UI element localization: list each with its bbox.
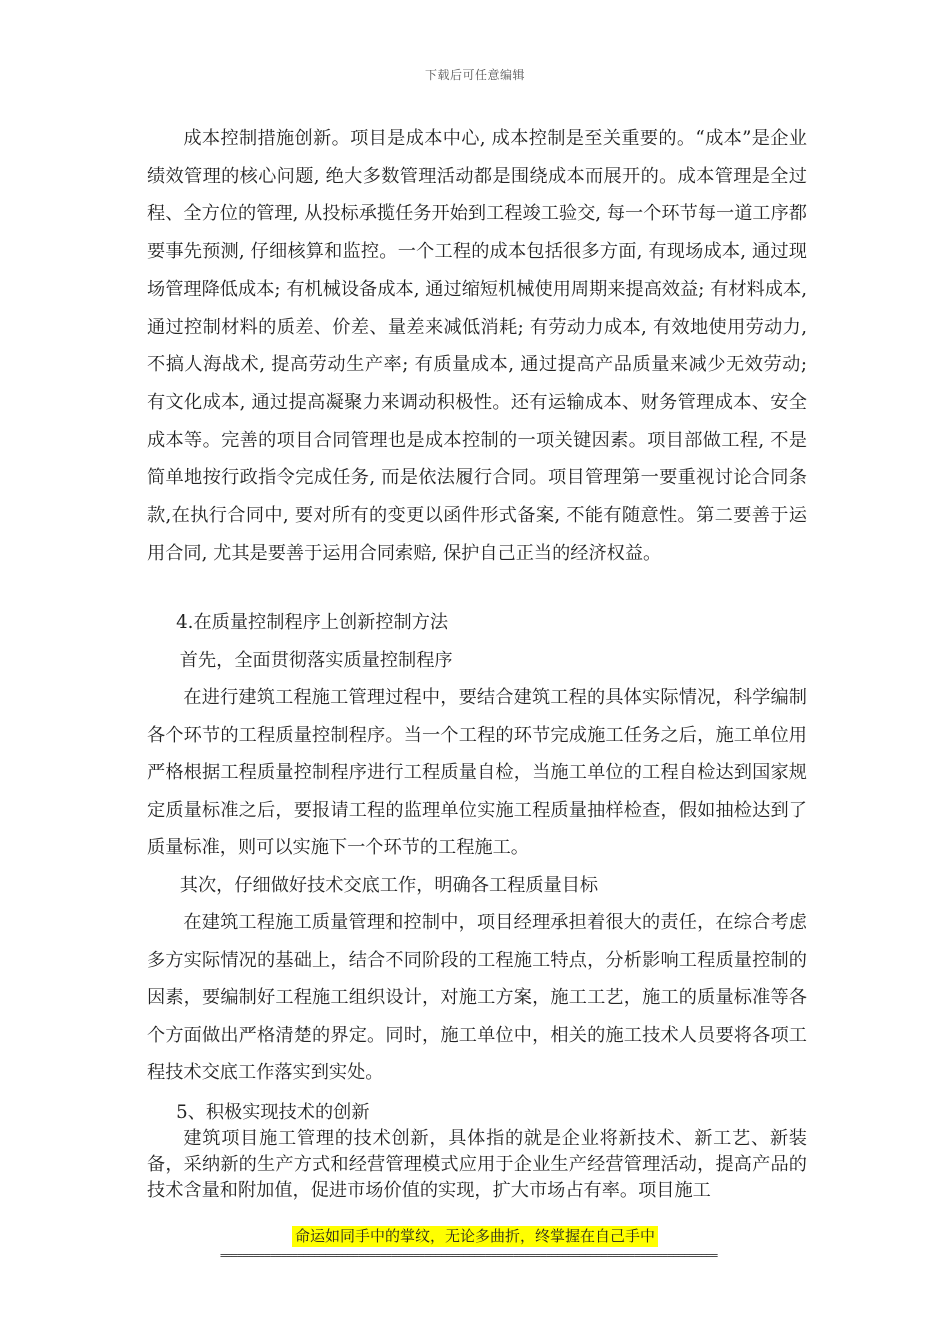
cost-control-section xyxy=(147,120,807,572)
technology-innovation-section xyxy=(147,1100,807,1204)
subheading-first: 首先，全面贯彻落实质量控制程序 xyxy=(179,649,453,671)
quality-control-section xyxy=(147,604,807,1092)
footer-motto: 命运如同手中的掌纹，无论多曲折，终掌握在自己手中 xyxy=(292,1226,658,1247)
technology-innovation-paragraph: 建筑项目施工管理的技术创新，具体指的就是企业将新技术、新工艺、新装备，采纳新的生产方式和经营管理模式应用于企业生产经营管理活动，提高产品的技术含量和附加值，促进市场价值的实现，扩大市场占有率。项目施工 xyxy=(147,1128,807,1201)
quality-procedure-paragraph: 在进行建筑工程施工管理过程中，要结合建筑工程的具体实际情况，科学编制各个环节的工程质量控制程序。当一个工程的环节完成施工任务之后，施工单位用严格根据工程质量控制程序进行工程质量自检，当施工单位的工程自检达到国家规定质量标准之后，要报请工程的监理单位实施工程质量抽样检查，假如抽检达到了质量标准，则可以实施下一个环节的工程施工。 xyxy=(147,687,807,858)
subheading-second: 其次，仔细做好技术交底工作，明确各工程质量目标 xyxy=(179,874,599,896)
section-title-4: 4.在质量控制程序上创新控制方法 xyxy=(176,612,449,633)
section-title-5: 5、积极实现技术的创新 xyxy=(176,1102,370,1123)
page-footer xyxy=(0,1226,950,1247)
footer-divider: ========================================================================================== xyxy=(220,1249,718,1262)
page-header-note: 下载后可任意编辑 xyxy=(424,68,525,82)
technical-disclosure-paragraph: 在建筑工程施工质量管理和控制中，项目经理承担着很大的责任，在综合考虑多方实际情况的基础上，结合不同阶段的工程施工特点，分析影响工程质量控制的因素，要编制好工程施工组织设计，对施工方案，施工工艺，施工的质量标准等各个方面做出严格清楚的界定。同时，施工单位中，相关的施工技术人员要将各项工程技术交底工作落实到实处。 xyxy=(147,912,807,1083)
cost-control-paragraph: 成本控制措施创新。项目是成本中心, 成本控制是至关重要的。“成本”是企业绩效管理的核心问题, 绝大多数管理活动都是围绕成本而展开的。成本管理是全过程、全方位的管理, 从投标承揽任务开始到工程竣工验交, 每一个环节每一道工序都要事先预测, 仔细核算和监控。一个工程的成本包括很多方面, 有现场成本, 通过现场管理降低成本; 有机械设备成本, 通过缩短机械使用周期来提高效益; 有材料成本, 通过控制材料的质差、价差、量差来减低消耗; 有劳动力成本, 有效地使用劳动力, 不搞人海战术, 提高劳动生产率; 有质量成本, 通过提高产品质量来减少无效劳动; 有文化成本, 通过提高凝聚力来调动积极性。还有运输成本、财务管理成本、安全成本等。完善的项目合同管理也是成本控制的一项关键因素。项目部做工程, 不是简单地按行政指令完成任务, 而是依法履行合同。项目管理第一要重视讨论合同条款,在执行合同中, 要对所有的变更以函件形式备案, 不能有随意性。第二要善于运用合同, 尤其是要善于运用合同索赔, 保护自己正当的经济权益。 xyxy=(147,128,807,564)
